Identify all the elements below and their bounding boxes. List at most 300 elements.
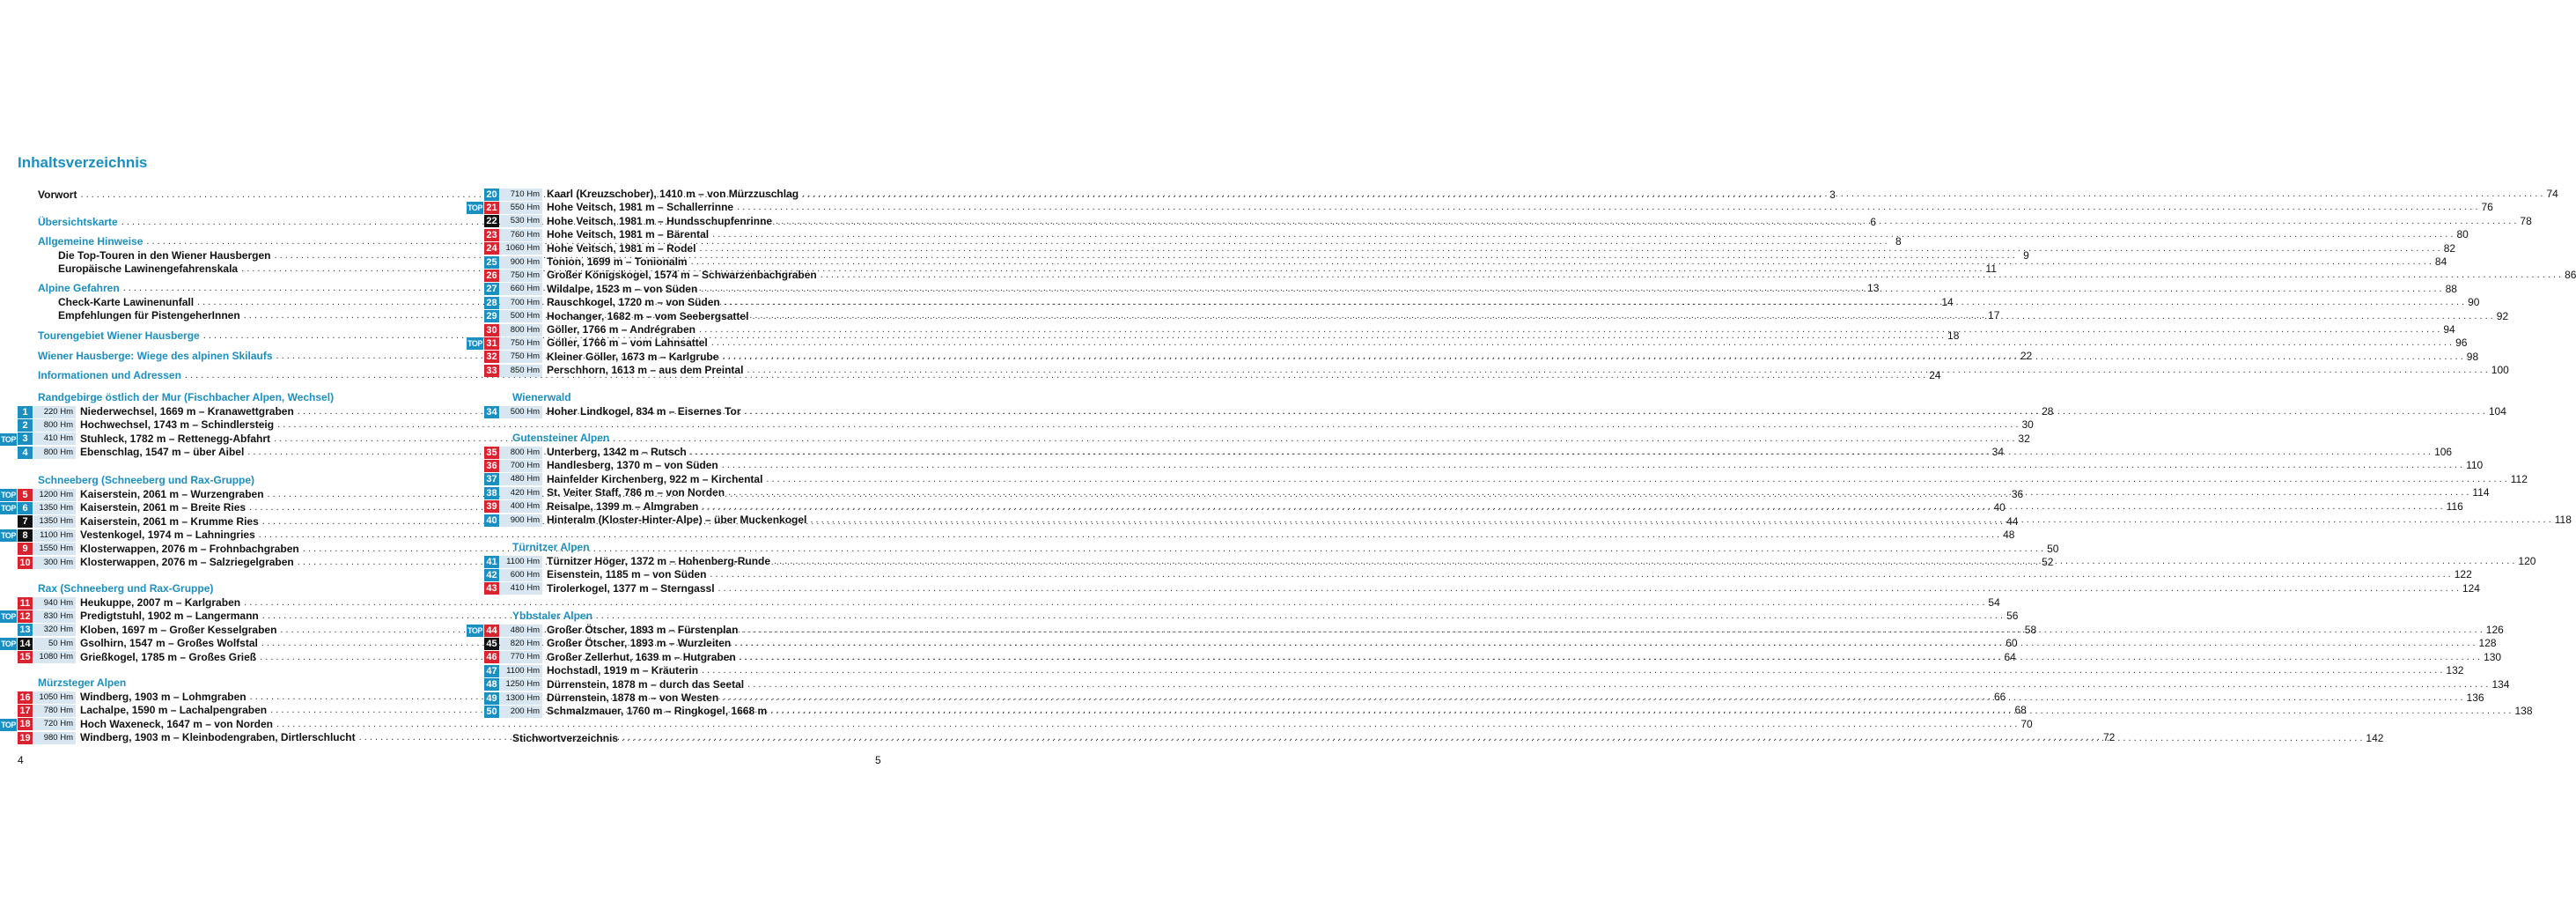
tour-title: Kaiserstein, 2061 m – Krumme Ries [80,514,259,528]
tour-entry[interactable] [484,568,2472,581]
toc-entry-page: 9 [2023,249,2029,262]
elevation-gain: 710 Hm [500,189,542,201]
section-heading: Ybbstaler Alpen [512,610,592,622]
tour-number-badge: 4 [18,447,33,459]
tour-number-badge: 33 [484,365,499,377]
elevation-gain: 530 Hm [500,215,542,227]
leader-dots [766,473,2506,486]
tour-title: Predigtstuhl, 1902 m – Langermann [80,610,259,623]
tour-page: 40 [1993,501,2006,514]
elevation-gain: 800 Hm [33,447,76,459]
elevation-gain: 500 Hm [500,310,542,322]
top-tour-badge: TOP [467,626,482,635]
tour-number-badge: 3 [18,433,33,445]
tour-number-badge: 26 [484,270,499,282]
toc-entry-page: 142 [2366,732,2384,744]
tour-title: Hoher Lindkogel, 834 m – Eisernes Tor [547,405,741,418]
tour-title: Vestenkogel, 1974 m – Lahningries [80,529,255,542]
elevation-gain: 1350 Hm [33,502,76,514]
tour-number-badge: 9 [18,543,33,555]
tour-entry[interactable] [484,472,2528,486]
tour-number-badge: 43 [484,582,499,595]
leader-dots [776,215,2516,228]
leader-dots [702,664,2442,677]
section-heading: Gutensteiner Alpen [512,432,610,444]
elevation-gain: 480 Hm [500,625,542,637]
elevation-gain: 900 Hm [500,256,542,269]
tour-entry[interactable] [484,188,2558,201]
leader-dots [259,529,1999,542]
tour-number-badge: 49 [484,692,499,705]
leader-dots [691,255,2432,269]
tour-page: 82 [2443,241,2456,255]
tour-page: 34 [1991,446,2004,459]
elevation-gain: 720 Hm [33,718,76,730]
tour-title: Unterberg, 1342 m – Rutsch [547,446,687,458]
tour-title: Schmalzmauer, 1760 m – Ringkogel, 1668 m [547,705,768,718]
tour-title: Hoch Waxeneck, 1647 m – von Norden [80,717,273,730]
tour-title: Hainfelder Kirchenberg, 922 m – Kirchental [547,472,763,485]
top-tour-badge: TOP [467,339,482,349]
top-tour-badge: TOP [1,640,16,649]
toc-entry-page: 14 [1941,296,1954,308]
tour-number-badge: 44 [484,625,499,637]
tour-page: 80 [2456,228,2469,241]
tour-entry[interactable] [484,664,2464,677]
tour-number-badge: 31 [484,337,499,350]
tour-title: Klosterwappen, 2076 m – Salzriegelgraben [80,556,294,568]
elevation-gain: 780 Hm [33,705,76,717]
leader-dots [277,418,2018,432]
tour-number-badge: 37 [484,473,499,485]
elevation-gain: 500 Hm [500,406,542,418]
elevation-gain: 480 Hm [500,473,542,485]
tour-number-badge: 29 [484,310,499,322]
toc-entry-page: 17 [1988,309,2000,322]
tour-page: 74 [2546,188,2558,200]
elevation-gain: 830 Hm [33,610,76,623]
elevation-gain: 410 Hm [33,433,76,445]
elevation-gain: 1100 Hm [500,556,542,568]
toc-entry-page: 6 [1870,216,1877,228]
tour-page: 64 [2004,650,2016,663]
elevation-gain: 1100 Hm [500,665,542,677]
tour-number-badge: 19 [18,732,33,744]
tour-page: 98 [2466,350,2479,363]
toc-entry-title: Tourengebiet Wiener Hausberge [38,329,200,342]
tour-title: Grießkogel, 1785 m – Großes Grieß [80,650,257,663]
tour-page: 72 [2102,731,2116,744]
tour-page: 124 [2462,581,2480,595]
tour-title: Dürrenstein, 1878 m – durch das Seetal [547,677,745,691]
leader-dots [710,568,2450,581]
section-heading: Wienerwald [512,391,571,403]
elevation-gain: 700 Hm [500,460,542,472]
tour-page: 28 [2042,405,2054,418]
tour-title: Türnitzer Höger, 1372 m – Hohenberg-Runde [547,555,771,567]
tour-page: 136 [2466,691,2484,704]
elevation-gain: 850 Hm [500,365,542,377]
tour-number-badge: 50 [484,706,499,718]
toc-entry-page: 18 [1947,329,1960,342]
leader-dots [718,582,2459,595]
toc-entry-title: Stichwortverzeichnis [512,732,619,744]
tour-number-badge: 25 [484,256,499,269]
tour-number-badge: 30 [484,324,499,336]
toc-entry-page: 13 [1867,282,1880,294]
tour-title: Großer Zellerhut, 1639 m – Hutgraben [547,650,736,663]
tour-title: Göller, 1766 m – Andrégraben [547,323,696,336]
elevation-gain: 800 Hm [33,419,76,432]
tour-page: 122 [2454,568,2472,581]
tour-title: Kloben, 1697 m – Großer Kesselgraben [80,623,277,636]
toc-entry-title: Wiener Hausberge: Wiege des alpinen Skilaufs [38,350,273,362]
top-tour-badge: TOP [1,491,16,499]
elevation-gain: 760 Hm [500,229,542,241]
toc-entry-title: Europäische Lawinengefahrenskala [58,262,239,275]
top-tour-badge: TOP [1,504,16,514]
tour-entry[interactable] [484,336,2468,350]
tour-number-badge: 34 [484,406,499,418]
tour-page: 110 [2466,459,2484,472]
tour-title: Wildalpe, 1523 m – von Süden [547,282,698,295]
leader-dots [702,500,2442,514]
tour-number-badge: 38 [484,487,499,499]
tour-entry[interactable] [484,459,2484,472]
tour-number-badge: 22 [484,215,499,227]
tour-entry[interactable] [18,596,2000,610]
tour-page: 36 [2011,488,2024,500]
tour-number-badge: 13 [18,624,33,636]
elevation-gain: 550 Hm [500,202,542,214]
tour-number-badge: 20 [484,189,499,201]
tour-page: 32 [2018,432,2030,445]
tour-page: 114 [2472,486,2490,499]
tour-number-badge: 16 [18,691,33,704]
elevation-gain: 1050 Hm [33,691,76,704]
elevation-gain: 200 Hm [500,706,542,718]
tour-entry[interactable] [484,269,2576,282]
elevation-gain: 1080 Hm [33,651,76,663]
leader-dots [741,624,2482,637]
tour-page: 68 [2014,704,2027,717]
top-tour-badge: TOP [1,720,16,729]
leader-dots [622,732,2362,745]
toc-entry-page: 8 [1895,235,1902,248]
tour-title: Lachalpe, 1590 m – Lachalpengraben [80,704,268,717]
tour-entry[interactable] [484,201,2493,214]
section-heading: Mürzsteger Alpen [38,676,127,689]
leader-dots [712,228,2453,241]
leader-dots [747,678,2488,691]
tour-page: 50 [2047,542,2059,555]
tour-title: Großer Ötscher, 1893 m – Wurzleiten [547,637,732,650]
toc-entry-page: 22 [2020,350,2033,362]
tour-number-badge: 6 [18,502,33,514]
leader-dots [711,336,2452,350]
tour-title: Großer Königskogel, 1574 m – Schwarzenbachgraben [547,269,817,282]
tour-number-badge: 40 [484,514,499,527]
toc-entry-page: 3 [1829,189,1836,201]
elevation-gain: 400 Hm [500,500,542,513]
tour-entry[interactable] [484,499,2463,514]
tour-title: Gsolhirn, 1547 m – Großes Wolfstal [80,637,258,650]
tour-page: 30 [2021,418,2034,432]
leader-dots [701,283,2441,296]
section-heading: Türnitzer Alpen [512,541,590,553]
leader-dots [802,188,2543,201]
tour-entry[interactable] [484,446,2453,459]
tour-page: 126 [2485,624,2504,636]
tour-number-badge: 1 [18,406,33,418]
tour-title: Hochanger, 1682 m – vom Seebergsattel [547,309,749,322]
elevation-gain: 1200 Hm [33,489,76,501]
tour-number-badge: 5 [18,489,33,501]
tour-page: 96 [2455,336,2468,350]
tour-page: 104 [2488,405,2506,418]
tour-number-badge: 46 [484,651,499,663]
tour-title: Perschhorn, 1613 m – aus dem Preintal [547,364,744,377]
tour-page: 134 [2491,677,2510,691]
tour-title: Hinteralm (Kloster-Hinter-Alpe) – über Muckenkogel [547,514,807,526]
leader-dots [737,201,2477,214]
page-title: Inhaltsverzeichnis [18,154,148,171]
elevation-gain: 900 Hm [500,514,542,527]
tour-title: Kaiserstein, 2061 m – Breite Ries [80,501,247,514]
elevation-gain: 820 Hm [500,638,542,650]
leader-dots [810,514,2550,527]
tour-title: St. Veiter Staff, 786 m – von Norden [547,486,725,499]
tour-page: 106 [2434,446,2453,458]
leader-dots [276,718,2017,731]
elevation-gain: 300 Hm [33,557,76,569]
leader-dots [728,486,2469,499]
elevation-gain: 750 Hm [500,337,542,350]
tour-title: Ebenschlag, 1547 m – über Aibel [80,446,245,459]
tour-title: Göller, 1766 m – vom Lahnsattel [547,336,708,350]
tour-page: 120 [2518,555,2536,567]
elevation-gain: 1060 Hm [500,242,542,255]
toc-entry-title: Empfehlungen für PistengeherInnen [58,309,240,322]
elevation-gain: 750 Hm [500,351,542,363]
tour-page: 88 [2445,282,2457,295]
leader-dots [747,364,2487,377]
tour-title: Niederwechsel, 1669 m – Kranawettgraben [80,405,294,418]
leader-dots [774,555,2514,568]
tour-title: Handlesberg, 1370 m – von Süden [547,459,718,472]
toc-entry-title: Übersichtskarte [38,216,118,228]
tour-number-badge: 42 [484,569,499,581]
tour-page: 94 [2443,323,2455,336]
tour-title: Hohe Veitsch, 1981 m – Bärental [547,228,710,241]
tour-entry[interactable] [484,214,2532,228]
tour-page: 92 [2496,309,2509,322]
leader-dots [244,596,1984,610]
tour-page: 56 [2006,610,2019,623]
leader-dots [690,446,2431,459]
tour-number-badge: 23 [484,229,499,241]
leader-dots [745,405,2485,418]
tour-entry[interactable] [18,418,2034,432]
tour-title: Reisalpe, 1399 m – Almgraben [547,499,699,513]
tour-page: 66 [1993,691,2006,703]
tour-number-badge: 32 [484,351,499,363]
elevation-gain: 320 Hm [33,624,76,636]
elevation-gain: 1550 Hm [33,543,76,555]
elevation-gain: 800 Hm [500,324,542,336]
tour-page: 70 [2020,717,2033,730]
leader-dots [821,269,2561,282]
tour-title: Stuhleck, 1782 m – Rettenegg-Abfahrt [80,432,271,445]
tour-number-badge: 24 [484,242,499,255]
tour-entry[interactable] [18,529,2015,542]
tour-number-badge: 8 [18,529,33,542]
tour-title: Eisenstein, 1185 m – von Süden [547,568,707,581]
tour-page: 52 [2042,556,2054,568]
page-number-left: 4 [18,754,24,766]
elevation-gain: 420 Hm [500,487,542,499]
elevation-gain: 1300 Hm [500,692,542,705]
tour-title: Heukuppe, 2007 m – Karlgraben [80,596,241,609]
tour-page: 54 [1988,596,2000,609]
tour-number-badge: 35 [484,447,499,459]
tour-entry[interactable] [484,241,2456,255]
tour-title: Windberg, 1903 m – Lohmgraben [80,691,247,703]
tour-title: Windberg, 1903 m – Kleinbodengraben, Dirtlerschlucht [80,731,356,744]
toc-entry-title: Alpine Gefahren [38,282,120,294]
leader-dots [722,691,2462,705]
top-tour-badge: TOP [1,531,16,541]
toc-entry-title: Informationen und Adressen [38,369,181,381]
tour-page: 44 [2006,514,2019,528]
tour-number-badge: 36 [484,460,499,472]
elevation-gain: 1350 Hm [33,515,76,528]
elevation-gain: 600 Hm [500,569,542,581]
tour-page: 90 [2468,296,2480,309]
leader-dots [699,323,2440,336]
section-heading: Randgebirge östlich der Mur (Fischbacher Alpen, Wechsel) [38,391,335,403]
leader-dots [722,459,2462,472]
leader-dots [770,705,2511,718]
tour-number-badge: 12 [18,610,33,623]
tour-title: Tonion, 1699 m – Tonionalm [547,255,688,268]
tour-title: Hohe Veitsch, 1981 m – Hundsschupfenrinne [547,214,773,227]
tour-number-badge: 21 [484,202,499,214]
elevation-gain: 220 Hm [33,406,76,418]
leader-dots [734,637,2475,650]
leader-dots [699,242,2440,255]
elevation-gain: 940 Hm [33,597,76,610]
tour-title: Hohe Veitsch, 1981 m – Schallerrinne [547,201,734,214]
tour-page: 138 [2514,705,2533,718]
leader-dots [740,651,2480,664]
tour-page: 118 [2554,514,2572,526]
top-tour-badge: TOP [1,434,16,444]
tour-title: Kleiner Göller, 1673 m – Karlgrube [547,350,719,363]
leader-dots [722,351,2462,364]
tour-number-badge: 45 [484,638,499,650]
tour-number-badge: 27 [484,283,499,295]
tour-page: 128 [2478,637,2497,650]
top-tour-badge: TOP [1,612,16,622]
tour-title: Großer Ötscher, 1893 m – Fürstenplan [547,624,739,636]
toc-entry-page: 11 [1985,262,1997,275]
elevation-gain: 980 Hm [33,732,76,744]
section-heading: Schneeberg (Schneeberg und Rax-Gruppe) [38,474,255,486]
tour-title: Kaiserstein, 2061 m – Wurzengraben [80,488,264,500]
tour-page: 84 [2434,255,2447,268]
tour-number-badge: 18 [18,718,33,730]
tour-entry[interactable] [18,717,2033,731]
tour-number-badge: 28 [484,297,499,309]
tour-title: Tirolerkogel, 1377 m – Sterngassl [547,581,715,595]
elevation-gain: 700 Hm [500,297,542,309]
tour-title: Klosterwappen, 2076 m – Frohnbachgraben [80,542,299,555]
elevation-gain: 1100 Hm [33,529,76,542]
elevation-gain: 660 Hm [500,283,542,295]
tour-number-badge: 7 [18,515,33,528]
tour-entry[interactable] [484,581,2480,595]
tour-title: Hochstadl, 1919 m – Kräuterin [547,664,699,677]
elevation-gain: 50 Hm [33,638,76,650]
elevation-gain: 800 Hm [500,447,542,459]
tour-title: Dürrenstein, 1878 m – von Westen [547,691,719,704]
tour-page: 132 [2446,664,2464,677]
tour-entry[interactable] [484,677,2510,691]
elevation-gain: 750 Hm [500,270,542,282]
tour-page: 100 [2491,364,2509,377]
tour-number-badge: 15 [18,651,33,663]
toc-entry-title: Vorwort [38,189,77,201]
elevation-gain: 1250 Hm [500,678,542,691]
tour-number-badge: 11 [18,597,33,610]
tour-page: 58 [2024,623,2037,636]
page-number-right: 5 [875,754,881,766]
section-heading: Rax (Schneeberg und Rax-Gruppe) [38,582,214,595]
tour-number-badge: 47 [484,665,499,677]
elevation-gain: 410 Hm [500,582,542,595]
tour-page: 86 [2565,269,2576,282]
toc-entry-title: Allgemeine Hinweise [38,235,144,248]
tour-page: 78 [2520,214,2532,227]
tour-page: 130 [2484,650,2502,663]
tour-number-badge: 48 [484,678,499,691]
tour-title: Hohe Veitsch, 1981 m – Rodel [547,241,696,255]
tour-number-badge: 10 [18,557,33,569]
tour-entry[interactable] [484,228,2469,241]
tour-title: Kaarl (Kreuzschober), 1410 m – von Mürzzuschlag [547,188,799,200]
tour-title: Hochwechsel, 1743 m – Schindlersteig [80,418,275,432]
tour-page: 48 [2003,529,2015,542]
toc-entry-page: 24 [1929,369,1941,381]
tour-number-badge: 14 [18,638,33,650]
tour-number-badge: 17 [18,705,33,717]
tour-number-badge: 39 [484,500,499,513]
leader-dots [752,310,2492,323]
toc-entry-title: Die Top-Touren in den Wiener Hausbergen [58,249,271,262]
tour-page: 60 [2006,637,2018,650]
tour-page: 76 [2481,201,2493,214]
tour-title: Rauschkogel, 1720 m – von Süden [547,296,720,309]
tour-entry[interactable] [484,705,2533,718]
tour-page: 116 [2446,499,2463,513]
top-tour-badge: TOP [467,203,482,213]
elevation-gain: 770 Hm [500,651,542,663]
tour-number-badge: 2 [18,419,33,432]
leader-dots [724,296,2464,309]
tour-number-badge: 41 [484,556,499,568]
toc-entry-title: Check-Karte Lawinenunfall [58,296,195,308]
